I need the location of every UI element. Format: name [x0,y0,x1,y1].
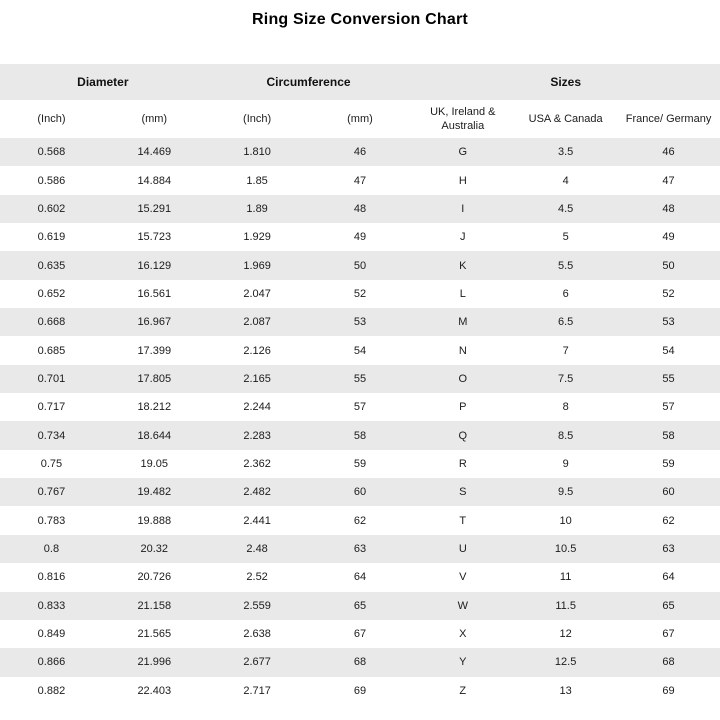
table-cell: 7 [562,344,569,357]
table-cell: 0.568 [37,146,66,159]
table-cell: 14.469 [137,146,172,159]
table-cell: 22.403 [137,684,172,697]
table-cell: 11.5 [555,599,576,612]
table-row [0,393,720,421]
table-cell: 19.888 [137,514,172,527]
table-cell: 55 [353,372,367,385]
table-cell: 58 [353,429,367,442]
table-cell: 46 [662,146,675,159]
group-header-circumference: Circumference [206,64,412,100]
table-cell: 2.126 [243,344,271,357]
table-cell: 0.767 [37,486,66,499]
table-cell: 48 [353,202,367,215]
table-cell: 7.5 [557,372,574,385]
table-cell: 69 [662,684,675,697]
table-cell: Y [459,656,467,669]
table-cell: 4.5 [557,202,574,215]
table-cell: 0.602 [37,202,66,215]
table-body [0,138,720,705]
table-cell: 2.482 [243,486,271,499]
table-cell: 9.5 [557,486,574,499]
table-cell: 55 [662,372,675,385]
table-row [0,138,720,166]
table-row [0,535,720,563]
title-bar [0,0,720,64]
table-cell: 6 [562,287,569,300]
ring-size-conversion-table [0,64,720,705]
table-cell: I [461,202,465,215]
table-cell: 58 [662,429,675,442]
table-cell: 62 [353,514,367,527]
table-cell: 46 [353,146,367,159]
table-cell: 0.635 [37,259,66,272]
table-cell: V [459,571,467,584]
table-row [0,365,720,393]
table-cell: 0.619 [37,231,66,244]
table-cell: 53 [662,316,675,329]
table-cell: R [458,457,467,470]
group-header-sizes: Sizes [411,64,720,100]
table-cell: 21.996 [137,656,172,669]
table-cell: 59 [353,457,367,470]
table-cell: N [458,344,467,357]
table-cell: 0.849 [37,628,66,641]
table-cell: 4 [562,174,569,187]
table-cell: 16.129 [137,259,172,272]
table-cell: 2.283 [243,429,271,442]
table-cell: G [458,146,468,159]
table-cell: 8 [562,401,569,414]
table-cell: 53 [353,316,367,329]
table-cell: 2.559 [243,599,271,612]
table-row [0,478,720,506]
table-cell: J [460,231,466,244]
table-cell: 2.165 [243,372,271,385]
table-cell: 2.677 [243,656,271,669]
table-cell: 16.967 [137,316,172,329]
table-cell: 9 [562,457,569,470]
table-cell: P [459,401,467,414]
table-cell: 47 [353,174,367,187]
table-cell: S [459,486,467,499]
column-header-france-germany: France/ Germany [617,100,720,138]
table-cell: 15.723 [137,231,172,244]
table-cell: 60 [662,486,675,499]
table-cell: 20.726 [137,571,172,584]
page-title: Ring Size Conversion Chart [252,11,468,28]
table-cell: 57 [353,401,367,414]
table-group-header-row [0,64,720,100]
table-cell: O [458,372,468,385]
table-row [0,308,720,336]
table-cell: 67 [353,628,367,641]
column-header-circumference-inch: (Inch) [206,100,309,138]
table-cell: 2.52 [246,571,268,584]
table-cell: 69 [353,684,367,697]
table-row [0,223,720,251]
table-cell: 64 [662,571,675,584]
table-cell: 60 [353,486,367,499]
table-cell: 10 [559,514,572,527]
table-row [0,450,720,478]
table-cell: 21.565 [137,628,172,641]
table-cell: 1.929 [243,231,271,244]
table-cell: M [458,316,468,329]
table-row [0,166,720,194]
table-row [0,620,720,648]
column-header-diameter-mm: (mm) [103,100,206,138]
table-cell: 10.5 [554,542,577,555]
table-cell: 68 [662,656,675,669]
table-cell: 2.441 [243,514,271,527]
table-cell: 59 [662,457,675,470]
table-cell: H [458,174,467,187]
table-cell: 5.5 [557,259,574,272]
table-cell: 13 [559,684,572,697]
column-header-usa-canada: USA & Canada [514,100,617,138]
table-cell: 47 [662,174,675,187]
table-cell: 16.561 [137,287,172,300]
table-cell: X [459,628,467,641]
table-row [0,336,720,364]
table-cell: 0.8 [43,542,60,555]
table-cell: 49 [353,231,367,244]
table-row [0,195,720,223]
table-cell: 0.75 [40,457,63,470]
table-cell: T [459,514,467,527]
table-cell: 54 [353,344,367,357]
group-header-diameter: Diameter [0,64,206,100]
table-cell: Z [459,684,467,697]
table-cell: 0.734 [37,429,66,442]
table-cell: 50 [662,259,675,272]
table-cell: 5 [562,231,569,244]
table-cell: 2.638 [243,628,271,641]
table-cell: 1.969 [243,259,271,272]
table-cell: 65 [662,599,675,612]
table-cell: 65 [353,599,367,612]
table-cell: 50 [353,259,367,272]
table-cell: 0.668 [37,316,66,329]
table-cell: 21.158 [137,599,172,612]
table-cell: Q [458,429,468,442]
table-column-header-row [0,100,720,138]
table-cell: 62 [662,514,675,527]
column-header-diameter-inch: (Inch) [0,100,103,138]
table-cell: 0.882 [37,684,66,697]
column-header-circumference-mm: (mm) [309,100,412,138]
table-cell: 48 [662,202,675,215]
table-row [0,280,720,308]
table-cell: 14.884 [137,174,172,187]
table-cell: 17.805 [137,372,172,385]
table-cell: 49 [662,231,675,244]
table-cell: 67 [662,628,675,641]
table-cell: 68 [353,656,367,669]
table-cell: 11 [559,571,572,584]
table-cell: 8.5 [557,429,574,442]
table-cell: 19.05 [140,457,169,470]
table-cell: 0.783 [37,514,66,527]
table-cell: 20.32 [140,542,169,555]
table-cell: W [457,599,468,612]
table-cell: 0.816 [37,571,66,584]
table-cell: 12.5 [554,656,577,669]
table-cell: 2.087 [243,316,271,329]
table-cell: 0.685 [37,344,66,357]
table-row [0,677,720,705]
table-cell: U [458,542,467,555]
table-row [0,563,720,591]
table-cell: 2.362 [243,457,271,470]
table-cell: 12 [559,628,572,641]
table-cell: 1.85 [246,174,268,187]
table-cell: 15.291 [137,202,172,215]
column-header-uk-ireland-australia: UK, Ireland & Australia [411,100,514,138]
table-cell: 6.5 [557,316,574,329]
table-cell: 0.833 [37,599,66,612]
table-cell: 18.212 [137,401,172,414]
table-cell: 2.244 [243,401,271,414]
table-cell: 18.644 [137,429,172,442]
table-cell: 63 [662,542,675,555]
table-cell: 63 [353,542,367,555]
table-cell: 0.586 [37,174,66,187]
table-cell: 52 [662,287,675,300]
table-cell: K [459,259,467,272]
table-cell: 2.047 [243,287,271,300]
table-cell: 3.5 [557,146,574,159]
table-cell: 1.810 [243,146,271,159]
table-header [0,64,720,138]
table-row [0,251,720,279]
table-cell: 2.48 [246,542,268,555]
table-cell: 1.89 [246,202,268,215]
table-row [0,592,720,620]
table-cell: 64 [353,571,367,584]
table-row [0,506,720,534]
table-cell: 57 [662,401,675,414]
table-cell: 0.652 [37,287,66,300]
table-cell: 0.866 [37,656,66,669]
table-cell: 52 [353,287,367,300]
table-cell: L [459,287,466,300]
table-cell: 2.717 [243,684,271,697]
table-row [0,648,720,676]
table-cell: 19.482 [137,486,172,499]
table-cell: 17.399 [137,344,172,357]
table-cell: 0.717 [37,401,66,414]
table-row [0,421,720,449]
table-cell: 54 [662,344,675,357]
table-cell: 0.701 [37,372,66,385]
